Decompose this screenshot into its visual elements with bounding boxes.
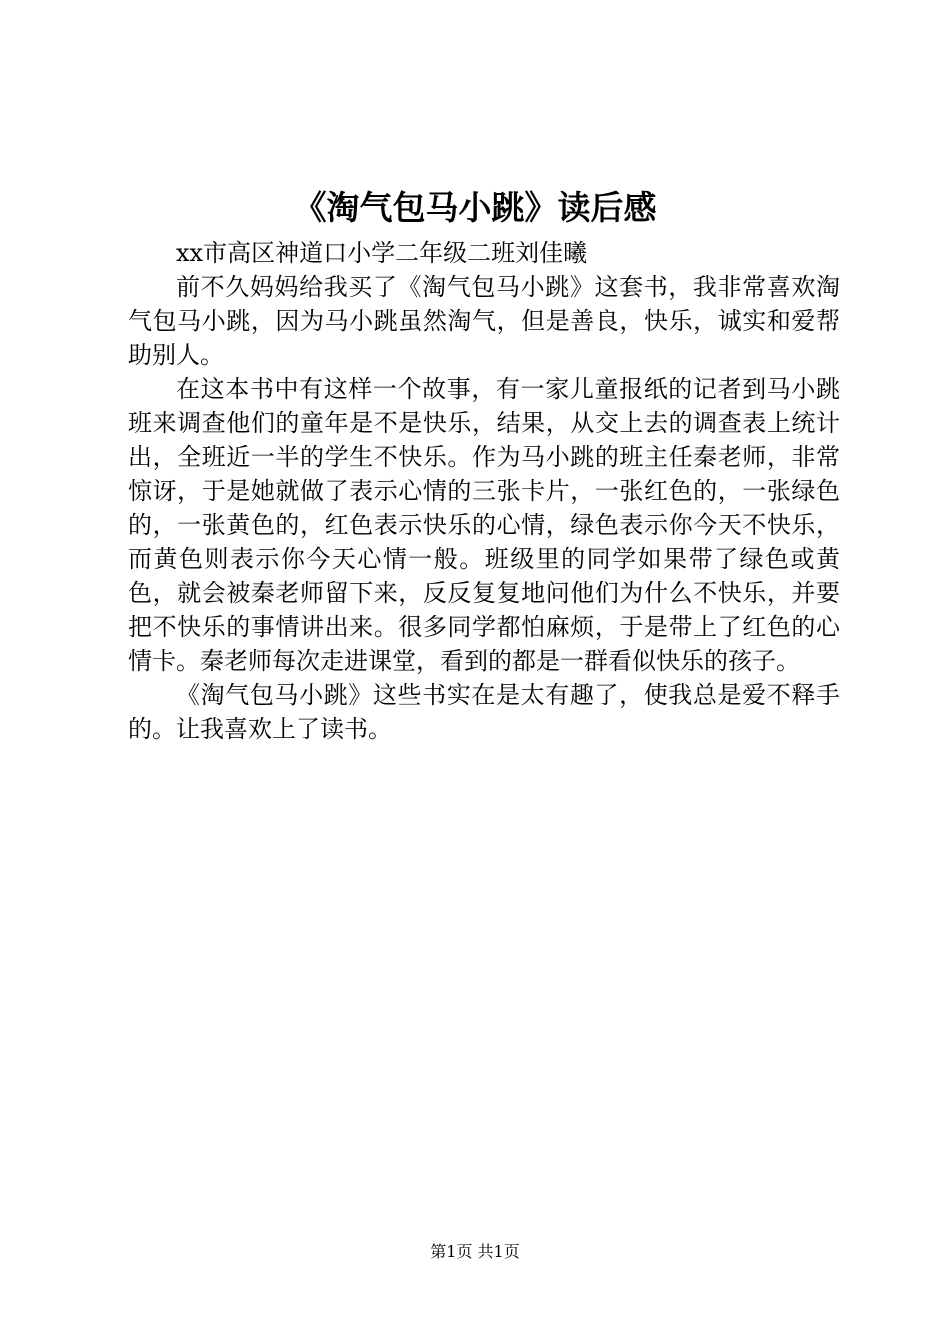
document-body [128, 236, 840, 746]
document-title: 《淘气包马小跳》读后感 [293, 188, 657, 227]
paragraph-1: 前不久妈妈给我买了《淘气包马小跳》这套书，我非常喜欢淘气包马小跳，因为马小跳虽然淘气，但是善良，快乐，诚实和爱帮助别人。 [128, 273, 840, 369]
paragraph-3: 《淘气包马小跳》这些书实在是太有趣了，使我总是爱不释手的。让我喜欢上了读书。 [128, 681, 840, 743]
page-footer: 第1页 共1页 [430, 1242, 520, 1261]
author-line: xx市高区神道口小学二年级二班刘佳曦 [176, 239, 588, 267]
paragraph-2: 在这本书中有这样一个故事，有一家儿童报纸的记者到马小跳班来调查他们的童年是不是快乐，结果，从交上去的调查表上统计出，全班近一半的学生不快乐。作为马小跳的班主任秦老师，非常惊讶，于是她就做了表示心情的三张卡片，一张红色的，一张绿色的，一张黄色的，红色表示快乐的心情，绿色表示你今天不快乐，而黄色则表示你今天心情一般。班级里的同学如果带了绿色或黄色，就会被秦老师留下来，反反复复地问他们为什么不快乐，并要把不快乐的事情讲出来。很多同学都怕麻烦，于是带上了红色的心情卡。秦老师每次走进课堂，看到的都是一群看似快乐的孩子。 [128, 375, 840, 675]
